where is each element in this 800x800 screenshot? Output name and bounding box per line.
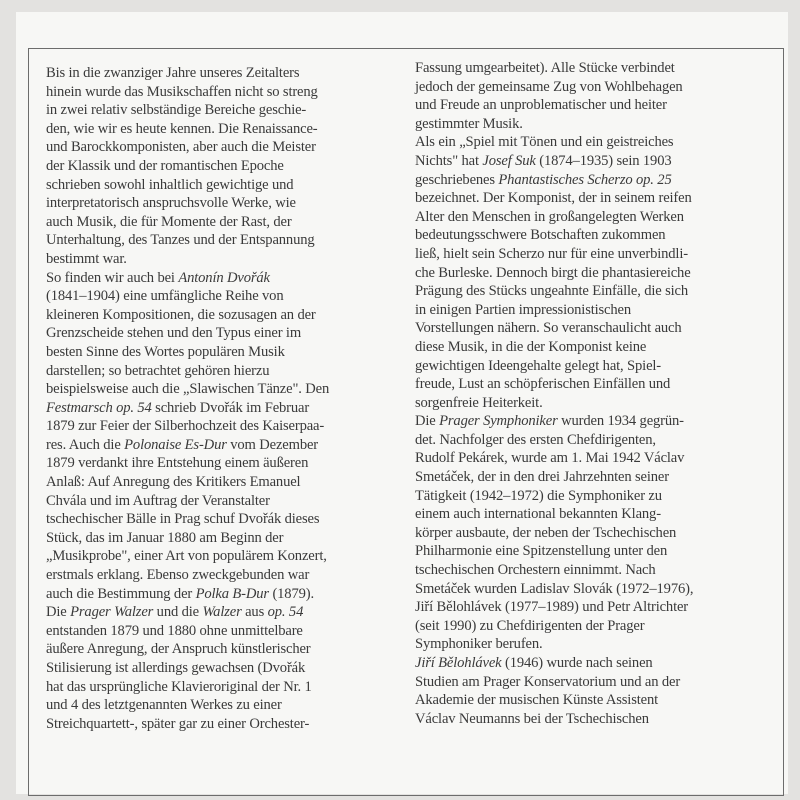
- italic-text: Jiří Bělohlávek: [415, 655, 502, 671]
- text-run: in zwei relativ selbständige Bereiche geschie-: [46, 102, 307, 119]
- text-run: Rudolf Pekárek, wurde am 1. Mai 1942 Václav: [415, 450, 685, 467]
- text-run: besten Sinne des Wortes populären Musik: [46, 343, 285, 360]
- text-run: tschechischer Bälle in Prag schuf Dvořák dieses: [46, 511, 320, 528]
- text-run: Václav Neumanns bei der Tschechischen: [415, 710, 649, 727]
- text-run: Studien am Prager Konservatorium und an der: [415, 673, 681, 690]
- text-run: 1879 zur Feier der Silberhochzeit des Kaiserpaa-: [46, 418, 325, 435]
- text-line: [46, 566, 406, 585]
- text-run: Prägung des Stücks ungeahnte Einfälle, die sich: [415, 283, 689, 300]
- text-run: und die: [153, 604, 203, 621]
- text-run: und 4 des letztgenannten Werkes zu einer: [46, 697, 282, 714]
- text-line: [415, 375, 775, 394]
- text-line: [415, 152, 775, 171]
- text-run: Smetáček, der in den drei Jahrzehnten seiner: [415, 469, 669, 486]
- text-run: diese Musik, in die der Komponist keine: [415, 338, 647, 355]
- text-line: [415, 133, 775, 152]
- text-run: kleineren Kompositionen, die sozusagen an der: [46, 306, 316, 323]
- text-run: freude, Lust an schöpferischen Einfällen und: [415, 376, 671, 393]
- italic-text: op. 54: [267, 604, 304, 621]
- text-run: Grenzscheide stehen und den Typus einer im: [46, 325, 302, 342]
- text-run: „Musikprobe", einer Art von populärem Konzert,: [46, 548, 327, 565]
- text-run: (1879).: [268, 585, 314, 602]
- text-line: [46, 213, 406, 232]
- text-run: einem auch international bekannten Klang-: [415, 506, 661, 523]
- text-run: bestimmt war.: [46, 250, 127, 267]
- text-run: interpretatorisch anspruchsvolle Werke, wie: [46, 195, 296, 212]
- text-line: [415, 487, 775, 506]
- text-line: [46, 659, 406, 678]
- text-line: [415, 412, 775, 431]
- text-line: [46, 585, 406, 604]
- text-run: Vorstellungen nähern. So veranschaulicht auch: [415, 320, 682, 337]
- text-line: [415, 115, 775, 134]
- text-run: gestimmter Musik.: [415, 115, 523, 132]
- text-run: Tätigkeit (1942–1972) die Symphoniker zu: [415, 487, 662, 504]
- text-run: bedeutungsschwere Botschaften zukommen: [415, 227, 666, 244]
- text-line: [46, 64, 406, 83]
- text-run: Stück, das im Januar 1880 am Beginn der: [46, 529, 284, 546]
- text-line: [415, 580, 775, 599]
- text-run: jedoch der gemeinsame Zug von Wohlbehagen: [415, 78, 683, 95]
- text-line: [415, 319, 775, 338]
- text-run: sorgenfreie Heiterkeit.: [415, 394, 543, 411]
- italic-text: Phantastisches Scherzo op. 25: [498, 171, 672, 188]
- text-run: entstanden 1879 und 1880 ohne unmittelbare: [46, 622, 303, 639]
- text-line: [46, 269, 406, 288]
- text-run: che Burleske. Dennoch birgt die phantasiereiche: [415, 264, 691, 281]
- text-run: den, wie wir es heute kennen. Die Renaissance-: [46, 120, 318, 137]
- text-line: [415, 96, 775, 115]
- text-run: (1841–1904) eine umfängliche Reihe von: [46, 288, 284, 305]
- text-run: auch Musik, die für Momente der Rast, der: [46, 213, 292, 230]
- text-run: Nichts" hat: [415, 152, 483, 169]
- text-line: [46, 622, 406, 641]
- italic-text: Josef Suk: [482, 152, 536, 169]
- text-line: [46, 510, 406, 529]
- text-line: [46, 287, 406, 306]
- text-run: schrieb Dvořák im Februar: [151, 399, 310, 416]
- text-line: [415, 598, 775, 617]
- text-run: vom Dezember: [226, 436, 318, 453]
- text-run: Fassung umgearbeitet). Alle Stücke verbindet: [415, 60, 675, 76]
- text-line: [46, 547, 406, 566]
- text-line: [415, 59, 775, 78]
- text-run: auch die Bestimmung der: [46, 585, 196, 602]
- text-line: [46, 380, 406, 399]
- text-run: So finden wir auch bei: [46, 269, 179, 286]
- italic-text: Prager Symphoniker: [439, 413, 558, 430]
- text-line: [46, 83, 406, 102]
- text-run: in einigen Partien impressionistischen: [415, 301, 632, 318]
- booklet-page: [16, 12, 788, 794]
- text-line: [46, 120, 406, 139]
- text-line: [415, 282, 775, 301]
- text-run: körper ausbaute, der neben der Tschechischen: [415, 524, 677, 541]
- italic-text: Antonín Dvořák: [178, 269, 270, 286]
- text-run: tschechischen Orchestern einnimmt. Nach: [415, 562, 656, 579]
- text-run: (seit 1990) zu Chefdirigenten der Prager: [415, 617, 645, 634]
- text-line: [46, 436, 406, 455]
- text-run: Bis in die zwanziger Jahre unseres Zeitalters: [46, 65, 300, 81]
- text-line: [46, 473, 406, 492]
- text-line: [415, 264, 775, 283]
- text-run: bezeichnet. Der Komponist, der in seinem reifen: [415, 190, 692, 207]
- italic-text: Polonaise Es-Dur: [124, 436, 227, 453]
- text-line: [46, 324, 406, 343]
- text-line: [46, 417, 406, 436]
- text-run: gewichtigen Ideengehalte gelegt hat, Spiel-: [415, 357, 662, 374]
- text-line: [46, 492, 406, 511]
- text-line: [46, 678, 406, 697]
- right-text-column: [415, 59, 775, 728]
- italic-text: Festmarsch op. 54: [46, 399, 152, 416]
- text-line: [46, 640, 406, 659]
- text-line: [415, 189, 775, 208]
- text-run: 1879 verdankt ihre Entstehung einem äußeren: [46, 455, 309, 472]
- text-line: [46, 157, 406, 176]
- text-line: [415, 78, 775, 97]
- text-run: geschriebenes: [415, 171, 499, 188]
- text-line: [415, 468, 775, 487]
- text-run: Die: [415, 413, 440, 430]
- text-line: [46, 306, 406, 325]
- text-line: [415, 561, 775, 580]
- text-run: aus: [241, 604, 268, 621]
- text-run: Symphoniker berufen.: [415, 636, 543, 653]
- text-run: Stilisierung ist allerdings gewachsen (Dvořák: [46, 660, 306, 676]
- text-run: (1874–1935) sein 1903: [535, 152, 672, 169]
- text-run: Chvála und im Auftrag der Veranstalter: [46, 492, 270, 509]
- text-run: ließ, hielt sein Scherzo nur für eine unverbindli-: [415, 245, 688, 262]
- text-run: und Freude an unproblematischer und heiter: [415, 97, 667, 114]
- italic-text: Walzer: [202, 604, 242, 621]
- text-line: [46, 529, 406, 548]
- text-line: [415, 542, 775, 561]
- text-run: hat das ursprüngliche Klavieroriginal der Nr. 1: [46, 678, 312, 695]
- text-line: [46, 399, 406, 418]
- text-line: [415, 357, 775, 376]
- text-run: und Barockkomponisten, aber auch die Meister: [46, 139, 316, 156]
- text-run: darstellen; so betrachtet gehören hierzu: [46, 362, 270, 379]
- text-line: [415, 338, 775, 357]
- text-run: Smetáček wurden Ladislav Slovák (1972–1976),: [415, 580, 694, 597]
- text-line: [46, 194, 406, 213]
- text-line: [415, 226, 775, 245]
- text-run: erstmals erklang. Ebenso zweckgebunden war: [46, 567, 310, 584]
- text-run: beispielsweise auch die „Slawischen Tänze". Den: [46, 381, 330, 398]
- text-line: [415, 394, 775, 413]
- text-run: Die: [46, 604, 71, 621]
- text-line: [46, 101, 406, 120]
- text-line: [46, 231, 406, 250]
- text-line: [415, 691, 775, 710]
- text-run: Streichquartett-, später gar zu einer Orchester-: [46, 715, 310, 732]
- text-run: Jiří Bělohlávek (1977–1989) und Petr Altrichter: [415, 599, 689, 616]
- text-run: wurden 1934 gegrün-: [557, 413, 684, 430]
- text-line: [46, 362, 406, 381]
- italic-text: Prager Walzer: [70, 604, 154, 621]
- text-run: det. Nachfolger des ersten Chefdirigenten,: [415, 431, 656, 448]
- text-line: [415, 635, 775, 654]
- text-line: [415, 505, 775, 524]
- text-line: [415, 654, 775, 673]
- text-run: (1946) wurde nach seinen: [501, 655, 653, 671]
- text-line: [415, 301, 775, 320]
- text-line: [415, 524, 775, 543]
- text-run: der Klassik und der romantischen Epoche: [46, 157, 284, 174]
- text-line: [415, 617, 775, 636]
- text-line: [46, 343, 406, 362]
- text-line: [415, 208, 775, 227]
- text-run: res. Auch die: [46, 436, 125, 453]
- text-line: [415, 449, 775, 468]
- left-text-column: [46, 64, 406, 733]
- text-line: [415, 171, 775, 190]
- text-line: [46, 696, 406, 715]
- text-line: [46, 138, 406, 157]
- text-line: [46, 454, 406, 473]
- italic-text: Polka B-Dur: [195, 585, 269, 602]
- text-line: [415, 673, 775, 692]
- text-run: Unterhaltung, des Tanzes und der Entspannung: [46, 232, 315, 249]
- text-line: [46, 250, 406, 269]
- text-run: schrieben sowohl inhaltlich gewichtige und: [46, 176, 294, 193]
- text-line: [46, 176, 406, 195]
- text-run: hinein wurde das Musikschaffen nicht so streng: [46, 83, 318, 100]
- text-line: [415, 710, 775, 729]
- text-line: [415, 431, 775, 450]
- text-run: Anlaß: Auf Anregung des Kritikers Emanuel: [46, 474, 301, 491]
- text-run: Akademie der musischen Künste Assistent: [415, 692, 659, 709]
- text-run: Alter den Menschen in großangelegten Werken: [415, 208, 684, 225]
- text-line: [46, 603, 406, 622]
- text-line: [415, 245, 775, 264]
- text-run: Als ein „Spiel mit Tönen und ein geistreiches: [415, 134, 674, 151]
- text-line: [46, 715, 406, 734]
- text-run: äußere Anregung, der Anspruch künstlerischer: [46, 641, 311, 658]
- text-run: Philharmonie eine Spitzenstellung unter den: [415, 543, 668, 560]
